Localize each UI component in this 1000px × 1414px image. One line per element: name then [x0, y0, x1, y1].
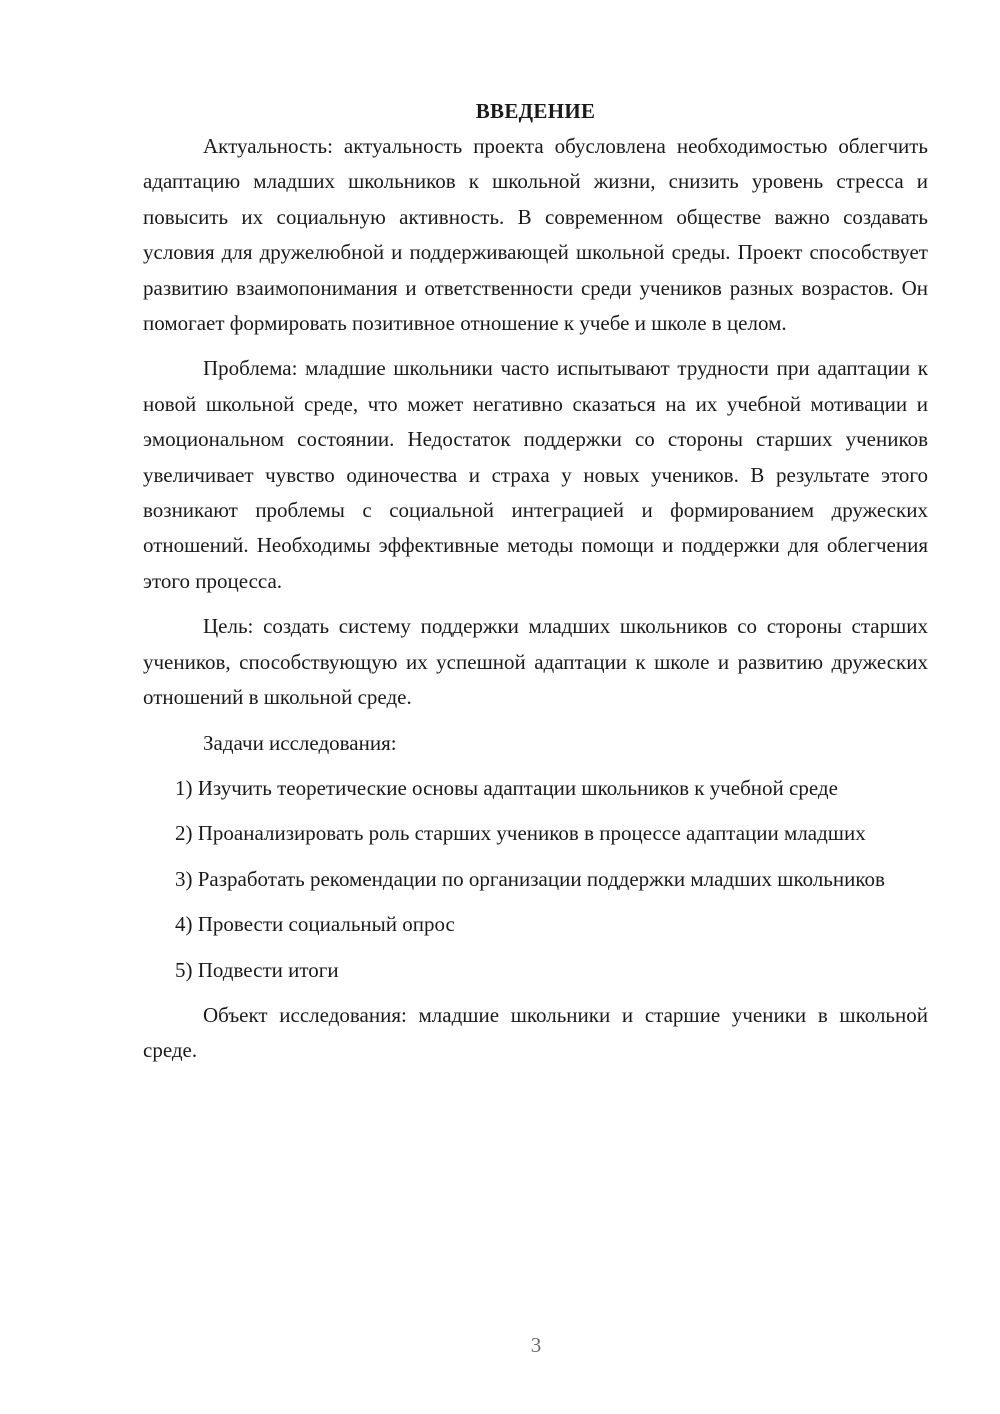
document-page	[143, 95, 928, 1079]
task-item: 1) Изучить теоретические основы адаптации школьников к учебной среде	[175, 775, 838, 800]
object-paragraph: Объект исследования: младшие школьники и старшие ученики в школьной среде.	[143, 1002, 928, 1063]
task-item: 5) Подвести итоги	[175, 957, 339, 982]
task-item: 4) Провести социальный опрос	[175, 912, 455, 937]
page-number: 3	[530, 1333, 542, 1357]
goal-paragraph: Цель: создать систему поддержки младших школьников со стороны старших учеников, способствующую их успешной адаптации к школе и развитию дружеских отношений в школьной среде.	[143, 614, 928, 710]
tasks-heading: Задачи исследования:	[203, 730, 397, 755]
section-heading: ВВЕДЕНИЕ	[475, 99, 596, 123]
relevance-paragraph: Актуальность: актуальность проекта обусловлена необходимостью облегчить адаптацию младших школьников к школьной жизни, снизить уровень стресса и повысить их социальную активность. В современном обществе важно создавать условия для дружелюбной и поддерживающей школьной среды. Проект способствует развитию взаимопонимания и ответственности среди учеников разных возрастов. Он помогает формировать позитивное отношение к учебе и школе в целом.	[143, 134, 928, 336]
problem-paragraph: Проблема: младшие школьники часто испытывают трудности при адаптации к новой школьной среде, что может негативно сказаться на их учебной мотивации и эмоциональном состоянии. Недостаток поддержки со стороны старших учеников увеличивает чувство одиночества и страха у новых учеников. В результате этого возникают проблемы с социальной интеграцией и формированием дружеских отношений. Необходимы эффективные методы помощи и поддержки для облегчения этого процесса.	[143, 356, 928, 593]
task-item: 2) Проанализировать роль старших учеников в процессе адаптации младших	[175, 821, 866, 846]
task-item: 3) Разработать рекомендации по организации поддержки младших школьников	[175, 866, 885, 891]
